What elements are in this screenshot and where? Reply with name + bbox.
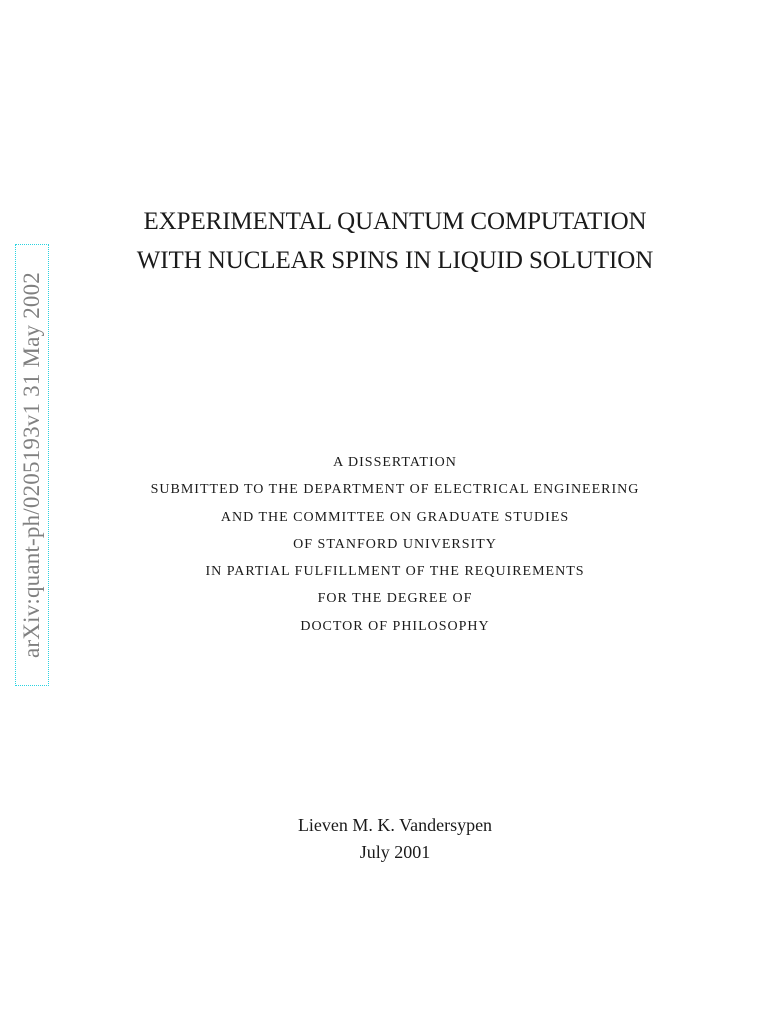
- submission-line: OF STANFORD UNIVERSITY: [293, 536, 497, 552]
- submission-date: July 2001: [359, 842, 431, 862]
- submission-line: IN PARTIAL FULFILLMENT OF THE REQUIREMENTS: [205, 564, 585, 580]
- submission-line: A DISSERTATION: [333, 455, 457, 470]
- title-line: WITH NUCLEAR SPINS IN LIQUID SOLUTION: [136, 247, 654, 274]
- author-name: Lieven M. K. Vandersypen: [297, 815, 493, 835]
- submission-statement: [0, 449, 768, 640]
- title-line: EXPERIMENTAL QUANTUM COMPUTATION: [143, 208, 647, 235]
- submission-line: FOR THE DEGREE OF: [317, 591, 473, 607]
- submission-line: SUBMITTED TO THE DEPARTMENT OF ELECTRICAL ENGINEERING: [150, 482, 640, 498]
- author-block: [0, 812, 768, 866]
- submission-line: AND THE COMMITTEE ON GRADUATE STUDIES: [220, 509, 570, 525]
- thesis-title: [0, 202, 768, 280]
- submission-line: DOCTOR OF PHILOSOPHY: [300, 618, 490, 634]
- arxiv-identifier: arXiv:quant-ph/0205193v1 31 May 2002: [19, 271, 44, 659]
